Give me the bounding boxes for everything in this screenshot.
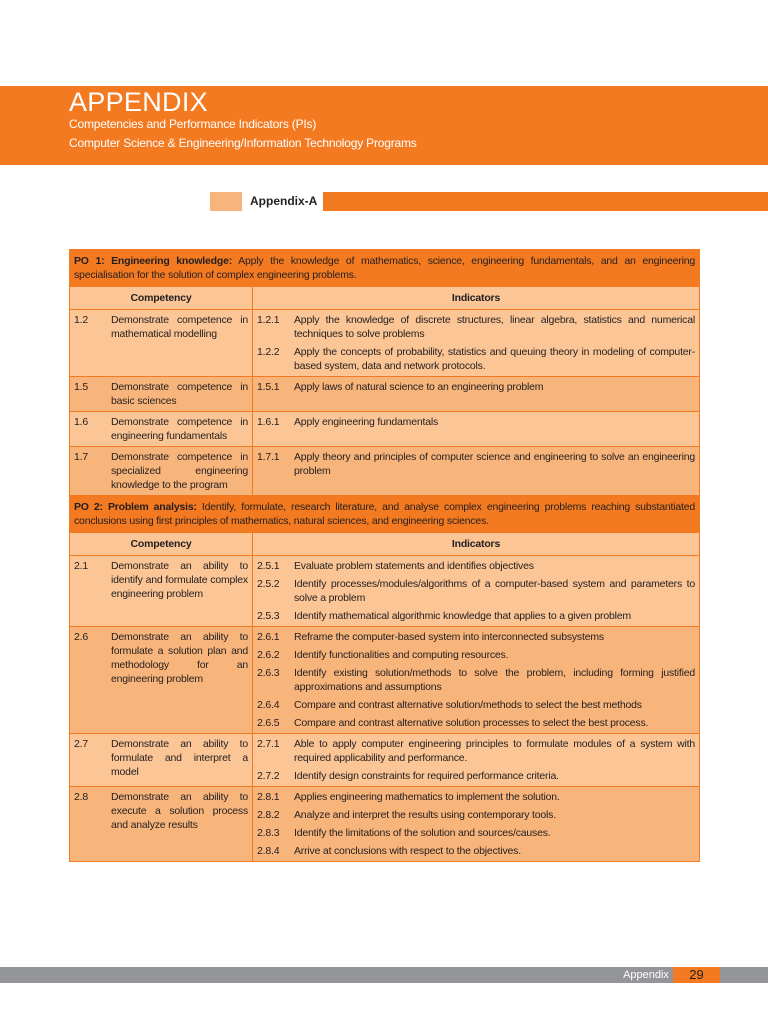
footer-section-label: Appendix [623, 969, 669, 981]
indicator [257, 716, 695, 730]
indicator [257, 450, 695, 478]
indicator [257, 844, 695, 858]
indicator-text: Identify mathematical algorithmic knowledge that applies to a given problem [294, 610, 631, 622]
page-number: 29 [673, 967, 720, 983]
indicators-header: Indicators [253, 533, 700, 556]
indicators-cell [253, 734, 700, 787]
competency-text: Demonstrate an ability to execute a solution process and analyze results [111, 791, 248, 831]
indicator-text: Apply laws of natural science to an engineering problem [294, 381, 544, 393]
indicator-number: 2.8.4 [257, 845, 280, 857]
indicator-number: 2.7.1 [257, 738, 280, 750]
competency-number: 2.8 [74, 791, 88, 803]
indicator-number: 2.5.3 [257, 610, 280, 622]
competency-cell [70, 377, 253, 412]
indicator-text: Apply the concepts of probability, statistics and queuing theory in modeling of computer-based system, data and network protocols. [294, 346, 696, 372]
competency-cell [70, 627, 253, 734]
competency-text: Demonstrate an ability to formulate a solution plan and methodology for an engineering problem [111, 631, 248, 685]
po-text: Apply the knowledge of mathematics, science, engineering fundamentals, and an engineering specialisation for the solution of complex engineering problems. [74, 255, 696, 281]
indicator [257, 648, 695, 662]
indicator-text: Analyze and interpret the results using contemporary tools. [294, 809, 556, 821]
indicator [257, 808, 695, 822]
indicator-text: Arrive at conclusions with respect to the objectives. [294, 845, 521, 857]
indicator-number: 2.6.4 [257, 699, 280, 711]
competency-text: Demonstrate competence in engineering fundamentals [111, 416, 248, 442]
indicator [257, 666, 695, 694]
indicators-cell [253, 412, 700, 447]
indicator-number: 1.2.1 [257, 314, 280, 326]
po-text: Identify, formulate, research literature, and analyse complex engineering problems reaching substantiated conclusions using first principles of mathematics, natural sciences, and engineering sciences. [74, 501, 695, 527]
competency-cell [70, 556, 253, 627]
indicator [257, 415, 695, 429]
po-description [70, 496, 700, 533]
indicators-cell [253, 447, 700, 496]
indicator [257, 609, 695, 623]
po-label: PO 2: Problem analysis: [74, 501, 197, 513]
table-row [70, 447, 700, 496]
po-description [70, 250, 700, 287]
indicators-cell [253, 627, 700, 734]
indicator-text: Compare and contrast alternative solution/methods to select the best methods [294, 699, 642, 711]
table-row [70, 412, 700, 447]
competency-number: 1.5 [74, 381, 88, 393]
competency-cell [70, 734, 253, 787]
indicator-number: 1.7.1 [257, 451, 280, 463]
competency-number: 1.6 [74, 416, 88, 428]
competency-header: Competency [70, 287, 253, 310]
indicator [257, 790, 695, 804]
indicator [257, 577, 695, 605]
indicators-cell [253, 556, 700, 627]
table-header-row [70, 533, 700, 556]
indicators-cell [253, 377, 700, 412]
appendix-tag-label: Appendix-A [250, 194, 318, 208]
competency-number: 1.7 [74, 451, 88, 463]
indicator-text: Identify the limitations of the solution and sources/causes. [294, 827, 551, 839]
competency-cell [70, 412, 253, 447]
indicator-text: Identify existing solution/methods to solve the problem, including forming justified approximations and assumptions [294, 667, 696, 693]
indicator-text: Able to apply computer engineering principles to formulate modules of a system with required applicability and performance. [294, 738, 696, 764]
po-row [70, 250, 700, 287]
competency-cell [70, 787, 253, 862]
appendix-tag-marker [210, 192, 242, 211]
indicator-number: 2.6.1 [257, 631, 280, 643]
competency-text: Demonstrate competence in basic sciences [111, 381, 248, 407]
table-row [70, 627, 700, 734]
indicator-number: 1.5.1 [257, 381, 280, 393]
competency-cell [70, 310, 253, 377]
competency-table [69, 249, 700, 862]
indicator-number: 2.8.3 [257, 827, 280, 839]
indicator [257, 559, 695, 573]
indicator-number: 2.6.5 [257, 717, 280, 729]
indicator [257, 698, 695, 712]
page-title: APPENDIX [69, 87, 208, 117]
indicator-number: 2.5.2 [257, 578, 280, 590]
indicator [257, 380, 695, 394]
competency-number: 2.1 [74, 560, 88, 572]
indicator-text: Identify processes/modules/algorithms of a computer-based system and parameters to solve a problem [294, 578, 696, 604]
indicator-text: Evaluate problem statements and identifies objectives [294, 560, 534, 572]
indicator [257, 826, 695, 840]
indicator-text: Apply engineering fundamentals [294, 416, 439, 428]
indicator-number: 1.6.1 [257, 416, 280, 428]
indicator-number: 1.2.2 [257, 346, 280, 358]
indicator-text: Apply the knowledge of discrete structures, linear algebra, statistics and numerical techniques to solve problems [294, 314, 696, 340]
appendix-tag-line [323, 192, 768, 211]
po-row [70, 496, 700, 533]
indicator-number: 2.6.2 [257, 649, 280, 661]
indicator-text: Identify design constraints for required performance criteria. [294, 770, 559, 782]
indicator-text: Reframe the computer-based system into interconnected subsystems [294, 631, 604, 643]
indicators-cell [253, 310, 700, 377]
indicator-number: 2.8.1 [257, 791, 280, 803]
competency-number: 1.2 [74, 314, 88, 326]
indicator [257, 630, 695, 644]
indicator-number: 2.7.2 [257, 770, 280, 782]
competency-text: Demonstrate competence in mathematical modelling [111, 314, 248, 340]
competency-number: 2.6 [74, 631, 88, 643]
indicator [257, 345, 695, 373]
indicators-cell [253, 787, 700, 862]
competency-number: 2.7 [74, 738, 88, 750]
competency-text: Demonstrate an ability to formulate and interpret a model [111, 738, 248, 778]
table-row [70, 377, 700, 412]
indicator-number: 2.5.1 [257, 560, 280, 572]
indicator-text: Compare and contrast alternative solution processes to select the best process. [294, 717, 649, 729]
indicator [257, 313, 695, 341]
indicator [257, 769, 695, 783]
competency-header: Competency [70, 533, 253, 556]
page-subtitle: Competencies and Performance Indicators (PIs) [69, 117, 317, 131]
indicator-text: Identify functionalities and computing resources. [294, 649, 509, 661]
competency-text: Demonstrate competence in specialized engineering knowledge to the program [111, 451, 248, 491]
table-row [70, 556, 700, 627]
table-row [70, 787, 700, 862]
indicator-text: Apply theory and principles of computer science and engineering to solve an engineering problem [294, 451, 696, 477]
competency-cell [70, 447, 253, 496]
indicator-number: 2.6.3 [257, 667, 280, 679]
table-header-row [70, 287, 700, 310]
indicator [257, 737, 695, 765]
po-label: PO 1: Engineering knowledge: [74, 255, 233, 267]
table-row [70, 310, 700, 377]
competency-text: Demonstrate an ability to identify and formulate complex engineering problem [111, 560, 248, 600]
page-subtitle: Computer Science & Engineering/Information Technology Programs [69, 136, 417, 150]
indicator-text: Applies engineering mathematics to implement the solution. [294, 791, 560, 803]
indicator-number: 2.8.2 [257, 809, 280, 821]
table-row [70, 734, 700, 787]
indicators-header: Indicators [253, 287, 700, 310]
